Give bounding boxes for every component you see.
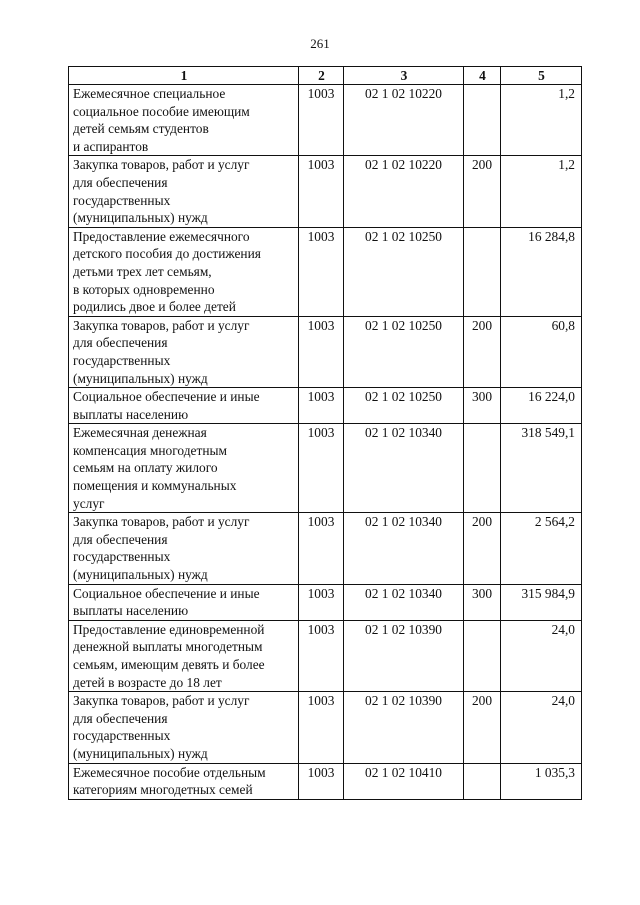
table-row <box>69 85 582 156</box>
row-description: Ежемесячное специальное социальное пособие имеющим детей семьям студентов и аспирантов <box>69 85 299 156</box>
row-target-code: 02 1 02 10390 <box>344 620 464 691</box>
row-amount: 60,8 <box>501 316 582 387</box>
row-amount: 24,0 <box>501 692 582 763</box>
table-row <box>69 316 582 387</box>
row-section-code: 1003 <box>299 763 344 799</box>
table-row <box>69 156 582 227</box>
row-amount: 16 224,0 <box>501 388 582 424</box>
table-row <box>69 620 582 691</box>
table-row <box>69 584 582 620</box>
row-amount: 315 984,9 <box>501 584 582 620</box>
row-target-code: 02 1 02 10250 <box>344 227 464 316</box>
header-cell-amount: 5 <box>501 67 582 85</box>
row-target-code: 02 1 02 10250 <box>344 388 464 424</box>
table-body <box>69 85 582 800</box>
row-amount: 16 284,8 <box>501 227 582 316</box>
row-expense-type <box>464 85 501 156</box>
row-description: Закупка товаров, работ и услуг для обеспечения государственных (муниципальных) нужд <box>69 692 299 763</box>
table-row <box>69 388 582 424</box>
row-section-code: 1003 <box>299 85 344 156</box>
row-expense-type: 300 <box>464 584 501 620</box>
row-section-code: 1003 <box>299 227 344 316</box>
table-row <box>69 763 582 799</box>
row-description: Ежемесячная денежная компенсация многодетным семьям на оплату жилого помещения и коммунальных услуг <box>69 424 299 513</box>
row-expense-type: 200 <box>464 316 501 387</box>
budget-table <box>68 66 582 800</box>
row-target-code: 02 1 02 10340 <box>344 584 464 620</box>
row-target-code: 02 1 02 10410 <box>344 763 464 799</box>
row-target-code: 02 1 02 10340 <box>344 424 464 513</box>
row-expense-type: 200 <box>464 513 501 584</box>
row-expense-type <box>464 424 501 513</box>
table-header <box>69 67 582 85</box>
row-section-code: 1003 <box>299 424 344 513</box>
header-cell-target: 3 <box>344 67 464 85</box>
row-description: Закупка товаров, работ и услуг для обеспечения государственных (муниципальных) нужд <box>69 513 299 584</box>
row-section-code: 1003 <box>299 513 344 584</box>
header-cell-type: 4 <box>464 67 501 85</box>
row-target-code: 02 1 02 10220 <box>344 156 464 227</box>
row-description: Социальное обеспечение и иные выплаты населению <box>69 584 299 620</box>
row-section-code: 1003 <box>299 584 344 620</box>
row-target-code: 02 1 02 10340 <box>344 513 464 584</box>
row-amount: 2 564,2 <box>501 513 582 584</box>
table-row <box>69 692 582 763</box>
row-description: Социальное обеспечение и иные выплаты населению <box>69 388 299 424</box>
row-description: Предоставление единовременной денежной выплаты многодетным семьям, имеющим девять и более детей в возрасте до 18 лет <box>69 620 299 691</box>
header-row <box>69 67 582 85</box>
row-section-code: 1003 <box>299 156 344 227</box>
row-amount: 1 035,3 <box>501 763 582 799</box>
row-description: Закупка товаров, работ и услуг для обеспечения государственных (муниципальных) нужд <box>69 316 299 387</box>
row-amount: 1,2 <box>501 85 582 156</box>
header-cell-description: 1 <box>69 67 299 85</box>
row-amount: 318 549,1 <box>501 424 582 513</box>
row-expense-type: 200 <box>464 692 501 763</box>
row-target-code: 02 1 02 10250 <box>344 316 464 387</box>
table-row <box>69 513 582 584</box>
row-section-code: 1003 <box>299 388 344 424</box>
row-expense-type <box>464 227 501 316</box>
row-description: Предоставление ежемесячного детского пособия до достижения детьми трех лет семьям, в которых одновременно родились двое и более детей <box>69 227 299 316</box>
row-target-code: 02 1 02 10390 <box>344 692 464 763</box>
row-amount: 1,2 <box>501 156 582 227</box>
row-section-code: 1003 <box>299 316 344 387</box>
row-amount: 24,0 <box>501 620 582 691</box>
page-number: 261 <box>310 36 330 51</box>
row-description: Ежемесячное пособие отдельным категориям многодетных семей <box>69 763 299 799</box>
row-expense-type: 300 <box>464 388 501 424</box>
row-target-code: 02 1 02 10220 <box>344 85 464 156</box>
row-section-code: 1003 <box>299 620 344 691</box>
row-expense-type <box>464 763 501 799</box>
row-section-code: 1003 <box>299 692 344 763</box>
table-row <box>69 227 582 316</box>
row-expense-type: 200 <box>464 156 501 227</box>
table-row <box>69 424 582 513</box>
row-expense-type <box>464 620 501 691</box>
header-cell-section: 2 <box>299 67 344 85</box>
row-description: Закупка товаров, работ и услуг для обеспечения государственных (муниципальных) нужд <box>69 156 299 227</box>
